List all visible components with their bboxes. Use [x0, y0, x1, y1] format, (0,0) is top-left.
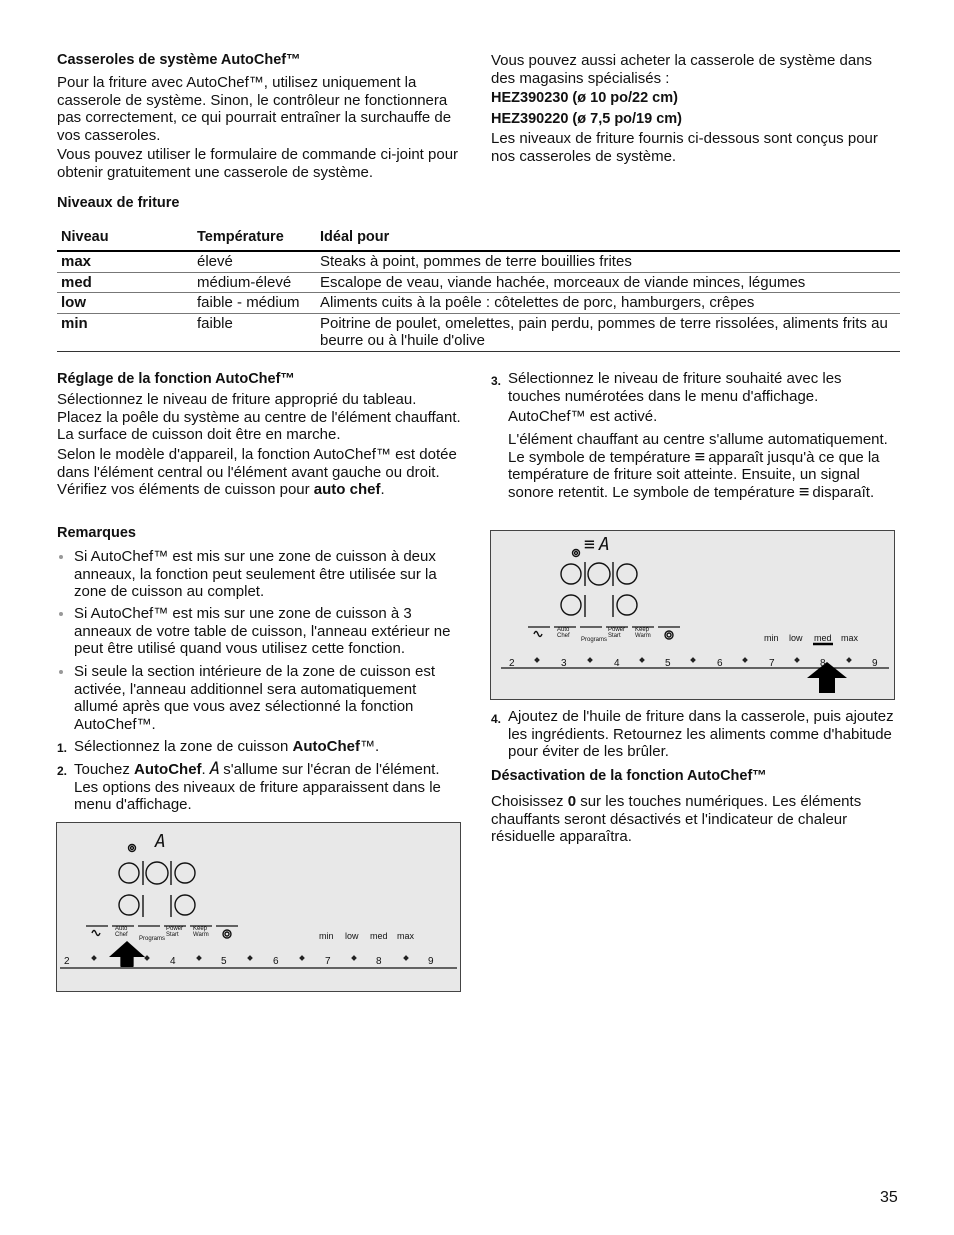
table-header-row [57, 226, 900, 251]
display-autochef-glyph: A [155, 831, 165, 852]
model-hez390230: HEZ390230 (ø 10 po/22 cm) [491, 90, 678, 106]
autochef-indicator-dot-icon [131, 847, 134, 850]
note-item: Si AutoChef™ est mis sur une zone de cuisson à deux anneaux, la fonction peut seulement être utilisée sur la zone de cuisson au complet. [74, 548, 462, 601]
system-pans-paragraph-2: Vous pouvez utiliser le formulaire de commande ci-joint pour obtenir gratuitement une casserole de système. [57, 146, 459, 181]
cell-temperature: faible - médium [197, 294, 300, 311]
cell-temperature: médium-élevé [197, 273, 292, 291]
level-max[interactable]: max [397, 931, 415, 941]
number-key-8[interactable]: 8 [376, 956, 382, 967]
number-key-8[interactable]: 8 [820, 658, 826, 669]
note-item: Si AutoChef™ est mis sur une zone de cuisson à 3 anneaux de votre table de cuisson, l'anneau extérieur ne peut être utilisé quand vous utilisez cette fonction. [74, 605, 462, 658]
frying-levels-table [57, 226, 900, 352]
autochef-indicator-icon [573, 550, 580, 557]
separator-diamond-icon [534, 657, 540, 663]
number-key-2[interactable]: 2 [509, 658, 515, 669]
burner-rear-right-icon [175, 895, 195, 915]
separator-diamond-icon [403, 955, 409, 961]
burner-center-icon [588, 563, 610, 585]
step-2-d: s'allume sur l'écran de l'élément. Les options des niveaux de friture apparaissent dans le menu d'affichage. [74, 761, 441, 813]
number-separators [92, 953, 422, 963]
key-programs[interactable]: Programs [581, 637, 608, 643]
cell-ideal-for: Steaks à point, pommes de terre bouillies frites [320, 253, 632, 270]
arrow-pointing-number-8-icon [807, 662, 847, 693]
separator-diamond-icon [247, 955, 253, 961]
timer-icon [223, 930, 231, 938]
step-1-b: AutoChef [292, 738, 360, 755]
system-pans-paragraph-1: Pour la friture avec AutoChef™, utilisez uniquement la casserole de système. Sinon, le contrôleur ne fonctionnera pas correctement, ce qui pourrait entraîner la surchauffe de vos casseroles. [57, 74, 452, 144]
header-ideal-for: Idéal pour [320, 229, 390, 246]
separator-diamond-icon [196, 955, 202, 961]
number-key-5[interactable]: 5 [665, 658, 671, 669]
key-programs[interactable]: Programs [139, 936, 166, 942]
number-key-6[interactable]: 6 [717, 658, 723, 669]
step-3-detail [508, 431, 898, 501]
number-key-4[interactable]: 4 [614, 658, 620, 669]
key-power-start[interactable]: Power Start [608, 627, 626, 639]
deactivation-a: Choisissez [491, 793, 568, 810]
level-low[interactable]: low [789, 633, 803, 643]
cell-level: min [61, 314, 88, 332]
key-autochef[interactable]: Auto Chef [115, 926, 128, 938]
timer-icon [665, 631, 673, 639]
level-low[interactable]: low [345, 931, 359, 941]
table-row [57, 313, 900, 351]
cell-level: low [61, 294, 86, 311]
burner-rear-right-icon [617, 595, 637, 615]
level-med[interactable]: med [370, 931, 388, 941]
number-key-3[interactable]: 3 [561, 658, 567, 669]
step-1-a: Sélectionnez la zone de cuisson [74, 738, 293, 755]
lock-key-icon [534, 632, 542, 637]
step-2-b: AutoChef [134, 761, 202, 778]
header-temperature: Température [197, 229, 284, 246]
separator-diamond-icon [846, 657, 852, 663]
notes-heading: Remarques [57, 525, 136, 541]
setting-p2-bold: auto chef [313, 481, 381, 498]
display-autochef-glyph: A [599, 534, 609, 555]
lock-key-icon [92, 931, 100, 936]
cooktop-panel-diagram-step-2 [56, 822, 461, 992]
cell-level: max [61, 253, 92, 270]
separator-diamond-icon [587, 657, 593, 663]
number-key-7[interactable]: 7 [769, 658, 775, 669]
separator-diamond-icon [794, 657, 800, 663]
number-key-5[interactable]: 5 [221, 956, 227, 967]
deactivation-paragraph [491, 793, 896, 846]
step-number: 2. [57, 764, 68, 778]
temperature-symbol-icon: ≡ [799, 481, 809, 502]
separator-diamond-icon [144, 955, 150, 961]
autochef-display-glyph: A [209, 759, 220, 779]
step-3-text: Sélectionnez le niveau de friture souhaité avec les touches numérotées dans le menu d'affichage. [508, 370, 842, 405]
deactivation-zero: 0 [567, 793, 577, 810]
step-3-d: apparaît jusqu'à ce que la température de friture soit atteinte. Ensuite, un signal sonore retentit. Le symbole de température [508, 448, 880, 501]
model-hez390220: HEZ390220 (ø 7,5 po/19 cm) [491, 111, 682, 127]
deactivation-heading: Désactivation de la fonction AutoChef™ [491, 768, 767, 784]
step-3-e: disparaît. [808, 483, 875, 501]
autochef-indicator-icon [129, 845, 136, 852]
step-number: 1. [57, 741, 68, 755]
level-max[interactable]: max [841, 633, 859, 643]
number-key-2[interactable]: 2 [64, 956, 70, 967]
step-1-text [74, 738, 462, 756]
separator-diamond-icon [91, 955, 97, 961]
separator-diamond-icon [299, 955, 305, 961]
key-autochef[interactable]: Auto Chef [557, 627, 570, 639]
setting-paragraph-2 [57, 446, 462, 499]
separator-diamond-icon [690, 657, 696, 663]
cooktop-panel-diagram-step-3 [490, 530, 895, 700]
key-keep-warm[interactable]: Keep Warm [193, 926, 209, 938]
burner-front-left-icon [561, 564, 581, 584]
burner-rear-left-icon [561, 595, 581, 615]
number-key-6[interactable]: 6 [273, 956, 279, 967]
step-1-c: ™. [359, 738, 380, 755]
table-title: Niveaux de friture [57, 195, 180, 211]
cooktop-panel-drawing [491, 531, 894, 699]
step-number: 3. [491, 374, 502, 388]
burner-front-right-icon [175, 863, 195, 883]
table-row [57, 251, 900, 272]
key-keep-warm[interactable]: Keep Warm [635, 627, 651, 639]
cooktop-panel-drawing [57, 823, 460, 991]
frying-levels-note: Les niveaux de friture fournis ci-dessous sont conçus pour nos casseroles de système. [491, 130, 878, 165]
number-key-9[interactable]: 9 [872, 658, 878, 669]
separator-diamond-icon [639, 657, 645, 663]
cell-ideal-for: Poitrine de poulet, omelettes, pain perdu, pommes de terre rissolées, aliments frits au beurre ou à l'huile d'olive [320, 314, 888, 349]
separator-diamond-icon [351, 955, 357, 961]
burner-front-left-icon [119, 863, 139, 883]
number-key-9[interactable]: 9 [428, 956, 434, 967]
setting-p2-text: Selon le modèle d'appareil, la fonction AutoChef™ est dotée dans l'élément central ou l'élément avant gauche ou droit. Vérifiez vos éléments de cuisson pour [57, 446, 457, 498]
cell-ideal-for: Aliments cuits à la poêle : côtelettes de porc, hamburgers, crêpes [320, 294, 755, 311]
table-row [57, 272, 900, 293]
separator-diamond-icon [742, 657, 748, 663]
step-number: 4. [491, 712, 502, 726]
step-3-activated: AutoChef™ est activé. [508, 408, 658, 425]
page-number: 35 [880, 1189, 898, 1206]
level-min[interactable]: min [319, 931, 334, 941]
cell-ideal-for: Escalope de veau, viande hachée, morceaux de viande minces, légumes [320, 273, 806, 291]
section-heading-system-pans: Casseroles de système AutoChef™ [57, 52, 301, 68]
cell-level: med [61, 273, 92, 291]
temperature-symbol-icon: ≡ [694, 446, 705, 467]
key-power-start[interactable]: Power Start [166, 926, 184, 938]
burner-rear-left-icon [119, 895, 139, 915]
number-key-7[interactable]: 7 [325, 956, 331, 967]
step-2-a: Touchez [74, 761, 135, 778]
setting-heading: Réglage de la fonction AutoChef™ [57, 371, 295, 387]
setting-paragraph-1: Sélectionnez le niveau de friture approprié du tableau. Placez la poêle du système au centre de l'élément chauffant. La surface de cuisson doit être en marche. [57, 391, 461, 443]
cell-temperature: élevé [197, 253, 233, 270]
step-4-text: Ajoutez de l'huile de friture dans la casserole, puis ajoutez les ingrédients. Retournez les aliments comme d'habitude pour éviter de les brûler. [508, 708, 894, 760]
step-2-text [74, 761, 462, 814]
note-item: Si seule la section intérieure de la zone de cuisson est activée, l'anneau additionnel sera automatiquement allumé après que vous avez sélectionné la fonction AutoChef™. [74, 663, 462, 733]
step-2-c: . [201, 761, 210, 778]
level-min[interactable]: min [764, 633, 779, 643]
setting-p2-end: . [380, 481, 385, 498]
header-level: Niveau [61, 229, 109, 246]
deactivation-c: sur les touches numériques. Les éléments chauffants seront désactivés et l'indicateur de chaleur résiduelle apparaîtra. [491, 793, 862, 845]
step-3-c: L'élément chauffant au centre s'allume automatiquement. Le symbole de température [508, 431, 888, 466]
purchase-paragraph: Vous pouvez aussi acheter la casserole de système dans des magasins spécialisés : [491, 52, 873, 87]
table-row [57, 293, 900, 314]
burner-front-right-icon [617, 564, 637, 584]
burner-center-icon [146, 862, 168, 884]
number-separators [535, 655, 865, 665]
level-med[interactable]: med [814, 633, 832, 643]
cell-temperature: faible [197, 314, 233, 332]
number-key-4[interactable]: 4 [170, 956, 176, 967]
display-temperature-glyph: ≡ [584, 534, 594, 555]
